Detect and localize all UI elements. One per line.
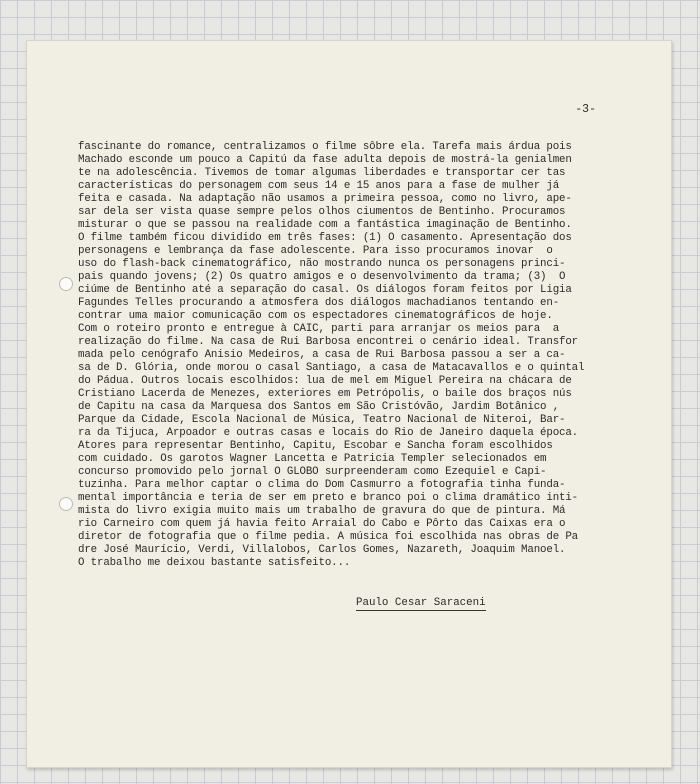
text-line: rio Carneiro com quem já havia feito Arraial do Cabo e Pôrto das Caixas era o	[78, 518, 566, 530]
text-line: características do personagem com seus 14 e 15 anos para a fase de mulher já	[78, 180, 560, 192]
page-number: -3-	[575, 103, 596, 116]
text-line: tuzinha. Para melhor captar o clima do Dom Casmurro a fotografia tinha funda-	[78, 479, 566, 491]
text-line: sar dela ser vista quase sempre pelos olhos ciumentos de Bentinho. Procuramos	[78, 206, 566, 218]
text-line: ra da Tijuca, Arpoador e outras casas e locais do Rio de Janeiro daquela época.	[78, 427, 579, 439]
body-text	[78, 141, 588, 570]
text-line: misturar o que se passou na realidade com a fantástica imaginação de Bentinho.	[78, 219, 572, 231]
text-line: Machado esconde um pouco a Capitú da fase adulta depois de mostrá-la genialmen	[78, 154, 572, 166]
text-line: O trabalho me deixou bastante satisfeito...	[78, 557, 351, 569]
text-line: pais quando jovens; (2) Os quatro amigos e o desenvolvimento da trama; (3) O	[78, 271, 566, 283]
text-line: feita e casada. Na adaptação não usamos a primeira pessoa, como no livro, ape-	[78, 193, 572, 205]
text-line: personagens e lembrança da fase adolescente. Para isso procuramos inovar o	[78, 245, 553, 257]
text-line: Atores para representar Bentinho, Capitu, Escobar e Sancha foram escolhidos	[78, 440, 553, 452]
text-line: ciúme de Bentinho até a separação do casal. Os diálogos foram feitos por Ligia	[78, 284, 572, 296]
text-line: concurso promovido pelo jornal O GLOBO surpreenderam como Ezequiel e Capi-	[78, 466, 547, 478]
text-line: Parque da Cidade, Escola Nacional de Música, Teatro Nacional de Niteroi, Bar-	[78, 414, 566, 426]
text-line: Com o roteiro pronto e entregue à CAIC, parti para arranjar os meios para a	[78, 323, 560, 335]
text-line: fascinante do romance, centralizamos o filme sôbre ela. Tarefa mais árdua pois	[78, 141, 572, 153]
text-line: dre José Maurício, Verdi, Villalobos, Carlos Gomes, Nazareth, Joaquim Manoel.	[78, 544, 566, 556]
text-line: contrar uma maior comunicação com os espectadores cinematográficos de hoje.	[78, 310, 553, 322]
text-line: sa de D. Glória, onde morou o casal Santiago, a casa de Matacavallos e o quintal	[78, 362, 585, 374]
text-line: Cristiano Lacerda de Menezes, exteriores em Petrópolis, o baile dos braços nús	[78, 388, 572, 400]
text-line: mista do livro exigia muito mais um trabalho de gravura do que de pintura. Má	[78, 505, 566, 517]
text-line: diretor de fotografia que o filme pedia. A música foi escolhida nas obras de Pa	[78, 531, 579, 543]
text-line: uso do flash-back cinematográfico, não mostrando nunca os personagens princi-	[78, 258, 566, 270]
text-line: mada pelo cenógrafo Anisio Medeiros, a casa de Rui Barbosa passou a ser a ca-	[78, 349, 566, 361]
text-line: de Capitu na casa da Marquesa dos Santos em São Cristóvão, Jardim Botânico ,	[78, 401, 560, 413]
text-line: realização do filme. Na casa de Rui Barbosa encontrei o cenário ideal. Transfor	[78, 336, 579, 348]
binder-hole-bottom	[59, 497, 73, 511]
text-line: mental importância e teria de ser em preto e branco poi o clima dramático inti-	[78, 492, 579, 504]
binder-hole-top	[59, 277, 73, 291]
text-line: O filme também ficou dividido em três fases: (1) O casamento. Apresentação dos	[78, 232, 572, 244]
text-line: do Pádua. Outros locais escolhidos: lua de mel em Miguel Pereira na chácara de	[78, 375, 572, 387]
text-line: com cuidado. Os garotos Wagner Lancetta e Patricia Templer selecionados em	[78, 453, 547, 465]
text-line: te na adolescência. Tivemos de tomar algumas liberdades e transportar cer tas	[78, 167, 566, 179]
text-line: Fagundes Telles procurando a atmosfera dos diálogos machadianos tentando en-	[78, 297, 560, 309]
signature: Paulo Cesar Saraceni	[356, 597, 486, 609]
